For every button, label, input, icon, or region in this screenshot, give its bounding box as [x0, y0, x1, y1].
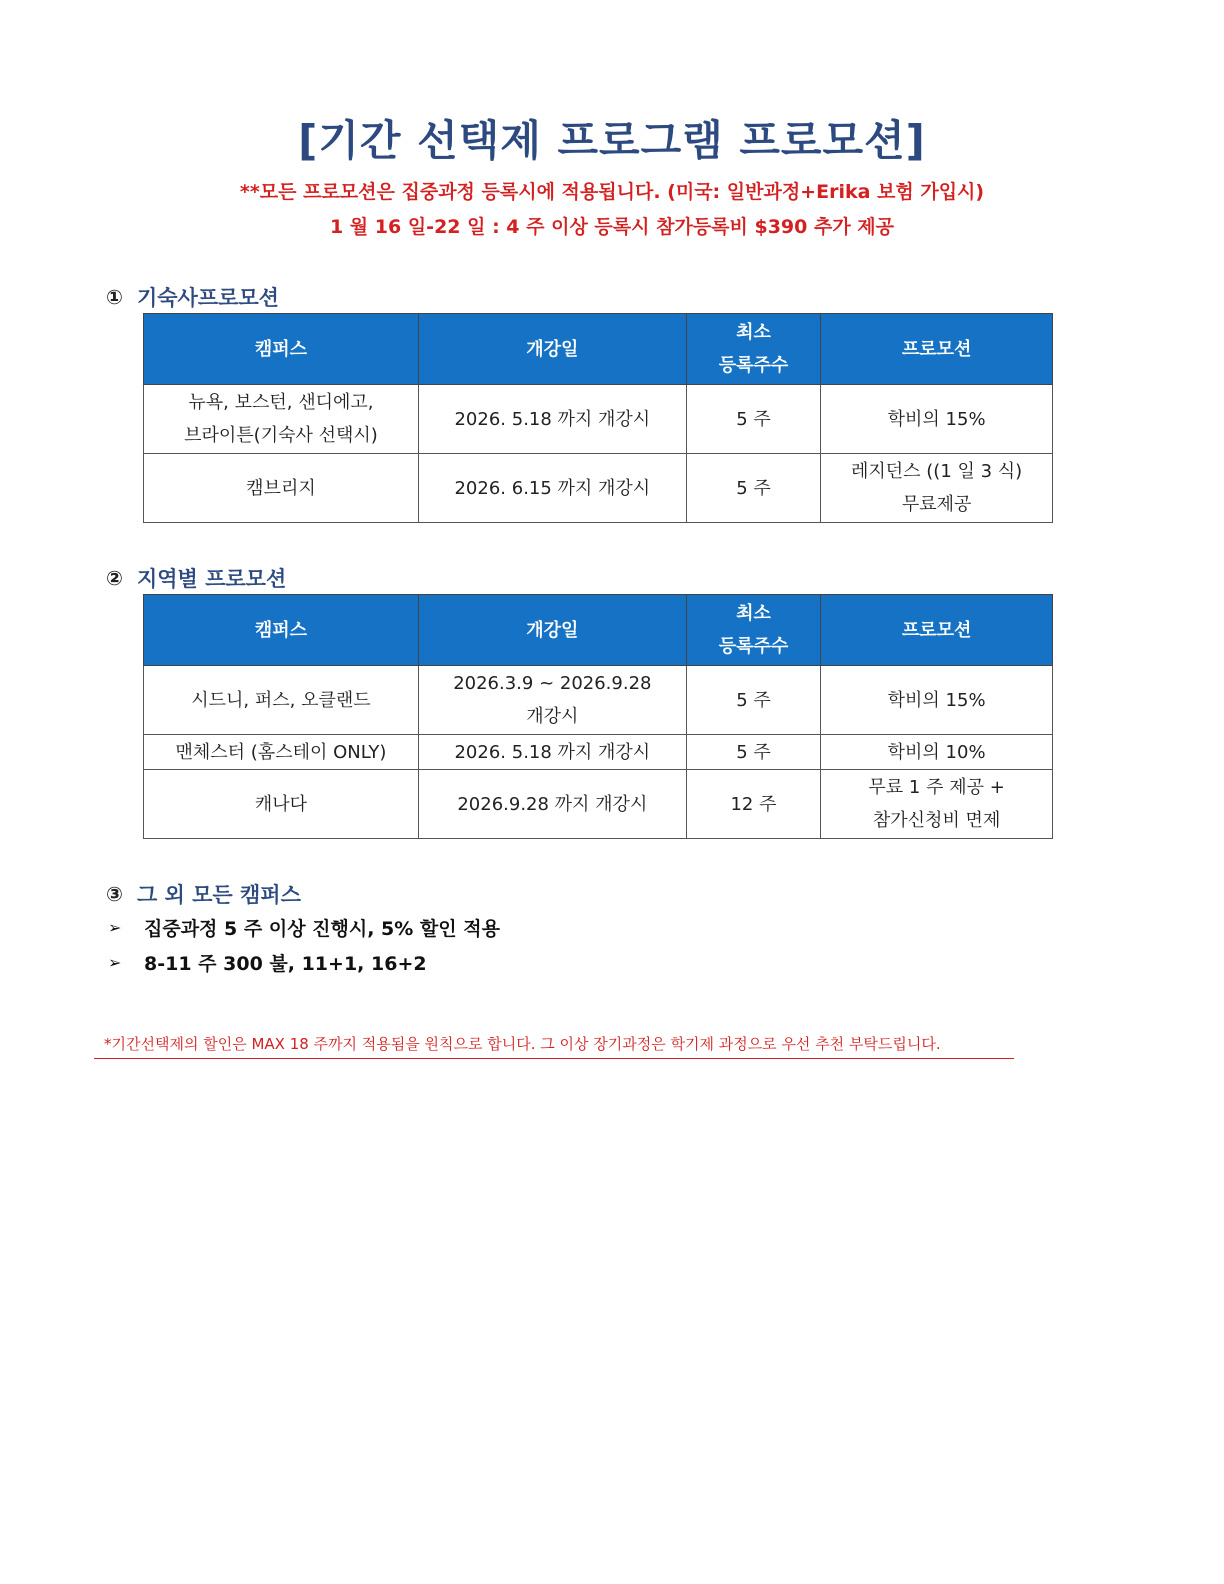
- header-promotion: 프로모션: [821, 314, 1053, 385]
- section-heading-dormitory: [106, 282, 279, 312]
- section-title: 기숙사프로모션: [136, 286, 279, 310]
- table-row: [144, 666, 1053, 735]
- header-min-weeks: 최소 등록주수: [686, 595, 820, 666]
- cell-promotion: 학비의 10%: [821, 735, 1053, 770]
- cell-min-weeks: 12 주: [686, 770, 820, 839]
- cell-campus: 캐나다: [144, 770, 419, 839]
- table-row: [144, 735, 1053, 770]
- table-header-row: [144, 595, 1053, 666]
- regional-promo-table: [143, 594, 1053, 839]
- section-number: ①: [106, 285, 123, 309]
- section-heading-other-campuses: [106, 879, 301, 909]
- header-min-weeks: 최소 등록주수: [686, 314, 820, 385]
- header-start-date: 개강일: [418, 595, 686, 666]
- cell-promotion: 레지던스 ((1 일 3 식) 무료제공: [821, 454, 1053, 523]
- cell-promotion: 무료 1 주 제공 + 참가신청비 면제: [821, 770, 1053, 839]
- cell-min-weeks: 5 주: [686, 454, 820, 523]
- cell-start-date: 2026. 6.15 까지 개강시: [418, 454, 686, 523]
- list-item-text: 8-11 주 300 불, 11+1, 16+2: [144, 953, 427, 975]
- table-header-row: [144, 314, 1053, 385]
- cell-promotion: 학비의 15%: [821, 385, 1053, 454]
- table-row: [144, 454, 1053, 523]
- header-campus: 캠퍼스: [144, 314, 419, 385]
- section-title: 그 외 모든 캠퍼스: [136, 883, 301, 907]
- promo-date-notice: 1 월 16 일-22 일 : 4 주 이상 등록시 참가등록비 $390 추가 제공: [329, 216, 895, 238]
- cell-start-date: 2026.9.28 까지 개강시: [418, 770, 686, 839]
- cell-campus: 시드니, 퍼스, 오클랜드: [144, 666, 419, 735]
- header-promotion: 프로모션: [821, 595, 1053, 666]
- header-campus: 캠퍼스: [144, 595, 419, 666]
- dormitory-promo-table: [143, 313, 1053, 523]
- promo-notice: **모든 프로모션은 집중과정 등록시에 적용됩니다. (미국: 일반과정+Erika 보험 가입시): [239, 181, 985, 203]
- list-item: [108, 949, 427, 976]
- cell-start-date: 2026. 5.18 까지 개강시: [418, 735, 686, 770]
- section-number: ③: [106, 882, 123, 906]
- cell-min-weeks: 5 주: [686, 385, 820, 454]
- page-title: [기간 선택제 프로그램 프로모션]: [298, 116, 926, 165]
- arrow-bullet-icon: ➢: [108, 953, 122, 972]
- table-row: [144, 385, 1053, 454]
- cell-promotion: 학비의 15%: [821, 666, 1053, 735]
- cell-start-date: 2026. 5.18 까지 개강시: [418, 385, 686, 454]
- cell-campus: 캠브리지: [144, 454, 419, 523]
- footnote: *기간선택제의 할인은 MAX 18 주까지 적용됨을 원칙으로 합니다. 그 이상 장기과정은 학기제 과정으로 우선 추천 부탁드립니다.: [94, 1033, 1014, 1059]
- section-number: ②: [106, 566, 123, 590]
- list-item: [108, 914, 500, 941]
- section-title: 지역별 프로모션: [136, 567, 287, 591]
- cell-min-weeks: 5 주: [686, 735, 820, 770]
- cell-min-weeks: 5 주: [686, 666, 820, 735]
- header-start-date: 개강일: [418, 314, 686, 385]
- cell-campus: 뉴욕, 보스턴, 샌디에고, 브라이튼(기숙사 선택시): [144, 385, 419, 454]
- section-heading-regional: [106, 563, 286, 593]
- list-item-text: 집중과정 5 주 이상 진행시, 5% 할인 적용: [144, 918, 500, 940]
- table-row: [144, 770, 1053, 839]
- cell-campus: 맨체스터 (홈스테이 ONLY): [144, 735, 419, 770]
- arrow-bullet-icon: ➢: [108, 918, 122, 937]
- cell-start-date: 2026.3.9 ~ 2026.9.28 개강시: [418, 666, 686, 735]
